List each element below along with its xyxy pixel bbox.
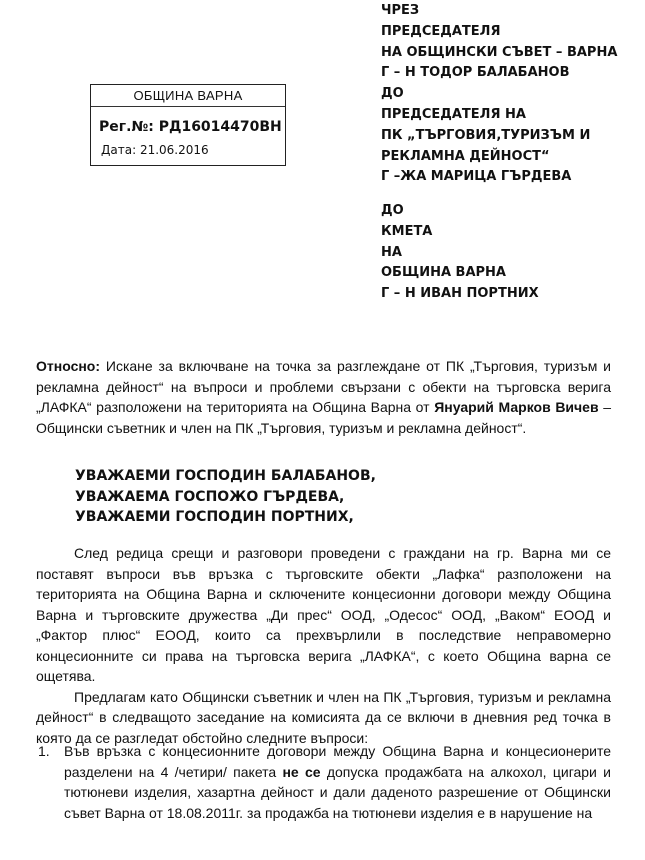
addressee-line: Г – Н ТОДОР БАЛАБАНОВ	[381, 65, 570, 81]
letter-body	[36, 543, 611, 748]
addressee-line: Г –ЖА МАРИЦА ГЪРДЕВА	[381, 169, 572, 185]
salutation-line: УВАЖАЕМИ ГОСПОДИН БАЛАБАНОВ,	[75, 468, 376, 484]
list-item-number: 1.	[38, 743, 50, 759]
addressee-line: ДО	[381, 203, 404, 218]
addressee-line: Г – Н ИВАН ПОРТНИХ	[381, 286, 539, 302]
stamp-date-label: Дата:	[101, 143, 137, 157]
salutation-line: УВАЖАЕМИ ГОСПОДИН ПОРТНИХ,	[75, 509, 354, 525]
stamp-date-value: 21.06.2016	[139, 143, 209, 157]
stamp-title: ОБЩИНА ВАРНА	[133, 88, 243, 103]
addressee-line: НА ОБЩИНСКИ СЪВЕТ – ВАРНА	[381, 44, 618, 60]
subject-paragraph	[36, 356, 611, 438]
addressee-line: ПК „ТЪРГОВИЯ,ТУРИЗЪМ И	[381, 127, 591, 143]
stamp-divider	[91, 106, 285, 107]
addressee-line: ПРЕДСЕДАТЕЛЯ	[381, 23, 501, 39]
addressee-block-mayor	[381, 201, 539, 305]
subject-text-end: – Общински съветник и член на ПК „Търговия, туризъм и рекламна дейност“.	[36, 399, 611, 436]
addressee-line: ДО	[381, 86, 404, 102]
body-paragraph: Предлагам като Общински съветник и член на ПК „Търговия, туризъм и рекламна дейност“ в следващото заседание на комисията да се включи в дневния ред точка в която да се разгледат обстойно следните въпроси:	[36, 688, 611, 746]
addressee-line: РЕКЛАМНА ДЕЙНОСТ“	[381, 148, 550, 164]
registration-stamp	[90, 84, 286, 166]
body-paragraph: След редица срещи и разговори проведени с граждани на гр. Варна ми се поставят въпроси във връзка с търговските обекти „Лафка“ разположени на територията на Община Варна и сключените концесионни договори между Община Варна и търговските дружества „Ди прес“ ООД, „Одесос“ ООД, „Ваком“ ЕООД и „Фактор плюс“ ЕООД, които са прехвърлили в последствие неправомерно концесионните си права на търговска верига „ЛАФКА“, с което Община варна се ощетява.	[36, 545, 611, 684]
addressee-line: НА	[381, 244, 402, 260]
subject-author-name: Януарий Марков Вичев	[434, 399, 599, 415]
list-item-text	[64, 741, 611, 823]
subject-text: Искане за включване на точка за разглеждане от ПК „Търговия, туризъм и рекламна дейност“ на въпроси и проблеми свързани с обекти на търговска верига „ЛАФКА“ разположени на територията на Община Варна от	[36, 358, 611, 415]
stamp-reg-label: Рег.№:	[99, 119, 154, 135]
addressee-block-chairman	[381, 1, 617, 188]
list-item-text-part: Във връзка с концесионните договори между Община Варна и концесионерите разделени на 4 /четири/ пакета	[64, 743, 611, 780]
addressee-line: КМЕТА	[381, 223, 433, 239]
salutation-line: УВАЖАЕМА ГОСПОЖО ГЪРДЕВА,	[75, 488, 345, 505]
list-item-text-part: допуска продажбата на алкохол, цигари и тютюневи изделия, хазартна дейност и дали даденото разрешение от Общински съвет Варна от 18.08.2011г. за продажба на тютюневи изделия е в нарушение на	[64, 763, 611, 821]
addressee-line: ПРЕДСЕДАТЕЛЯ НА	[381, 106, 526, 122]
addressee-line: ЧРЕЗ	[381, 3, 420, 18]
salutations	[75, 466, 376, 528]
stamp-reg-value: РД16014470ВН	[158, 119, 282, 135]
list-item-emphasis: не се	[282, 763, 321, 780]
addressee-line: ОБЩИНА ВАРНА	[381, 265, 506, 281]
stamp-registration-number	[99, 119, 282, 135]
subject-label: Относно:	[36, 358, 101, 374]
stamp-date	[101, 143, 209, 157]
